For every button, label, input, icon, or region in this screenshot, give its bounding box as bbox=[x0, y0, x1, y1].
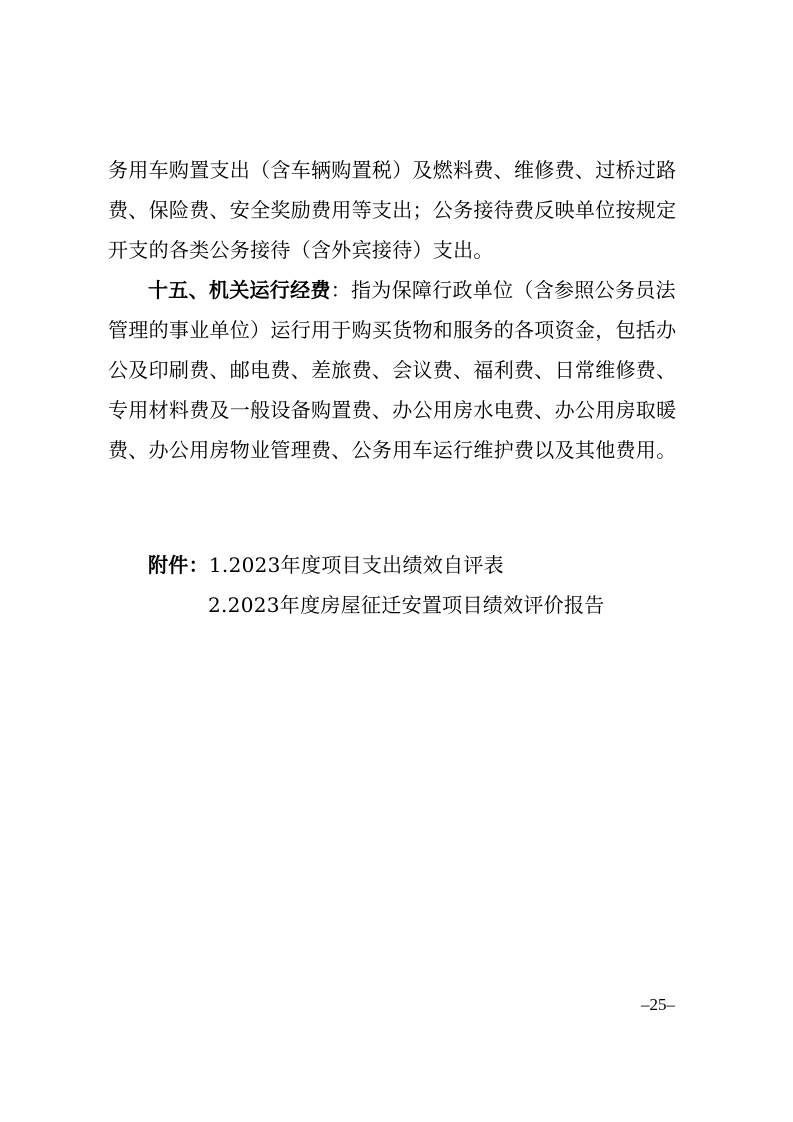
paragraph-line-3: 开支的各类公务接待（含外宾接待）支出。 bbox=[108, 238, 494, 262]
section-15-first-line-text: ：指为保障行政单位（含参照公务员法 bbox=[330, 278, 676, 302]
attachment-item-1[interactable]: 1.2023年度项目支出绩效自评表 bbox=[208, 553, 504, 577]
paragraph-line-2: 费、保险费、安全奖励费用等支出；公务接待费反映单位按规定 bbox=[108, 198, 677, 222]
section-15-line-3: 公及印刷费、邮电费、差旅费、会议费、福利费、日常维修费、 bbox=[108, 358, 677, 382]
section-15-line-5: 费、办公用房物业管理费、公务用车运行维护费以及其他费用。 bbox=[108, 438, 677, 462]
section-15-line-2: 管理的事业单位）运行用于购买货物和服务的各项资金，包括办 bbox=[108, 318, 677, 342]
attachment-item-2[interactable]: 2.2023年度房屋征迁安置项目绩效评价报告 bbox=[208, 593, 605, 617]
attachments-label: 附件： bbox=[148, 553, 209, 577]
section-15-first-line bbox=[148, 277, 676, 303]
section-15-line-4: 专用材料费及一般设备购置费、办公用房水电费、办公用房取暖 bbox=[108, 398, 677, 422]
page-number: –25– bbox=[641, 995, 675, 1014]
attachments-first-line bbox=[148, 552, 504, 578]
paragraph-line-1: 务用车购置支出（含车辆购置税）及燃料费、维修费、过桥过路 bbox=[108, 158, 677, 182]
section-15-heading: 十五、机关运行经费 bbox=[148, 278, 331, 302]
